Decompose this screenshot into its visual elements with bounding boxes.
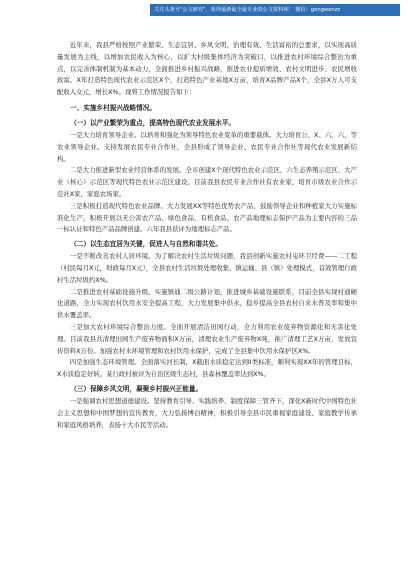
subsection-heading-2: （二）以生态宜居为关键，促进人与自然和谐共处。 xyxy=(70,240,222,249)
subsection-heading-3: （三）保障乡风文明，凝聚乡村振兴正能量。 xyxy=(70,384,203,393)
paragraph: 二是大力推进新型农业经营体系的发展。全市创建X个现代特色农业示范区，六生态养殖示范区、大产业（核心）示范区等现代特色农业示范区建设。目前我县农民专业合作社有农业家，培育市级农业合作示范社X家，家庭农场家。 xyxy=(57,166,357,198)
section-heading-1: 一、实施乡村振兴战略情况。 xyxy=(70,103,156,112)
promo-banner[interactable]: 关注头条号"公文研究"，获得最新最全最专业的公文资料库！ 微信：gongwenzz xyxy=(150,4,400,16)
paragraph: 一是强调农村思想道德建设。坚持教育引导、实践培养、制度保障三管齐下，深化X新时代中国特色社会主义思想和中国梦想的宣传教育，大力弘扬博白精神，积极引导全县市民重视家庭建设、家庭教学传承和家庭风格培养，表扬十大市民等活动。 xyxy=(57,396,357,429)
paragraph: 一是大力培育领导企业。以培育和强化为领导特色农业变革的重要载体。大力培育公、X、六、六、等农业领导企业。支持发展农民专业合作社，全县形成了领导企业、农民专业合作社等现代农业发展新结构。 xyxy=(57,130,357,163)
intro-paragraph: 近年来，我县严格按照产业繁荣、生态宜居、乡风文明、治理有效、生活富裕的总要求，以实现高质量发展为主线，以增加农民收入为核心，以扩大村级集体经济为突破口，以推进农村环境综合整治为重点，以完善体制机制为基本动力，全面推进乡村振兴战略，推进农业提质增效、农村文明进步、农民增收致富。X年打造特色现代农业示范区X个，打造特色产业基地X万亩，培育X品牌产品X个，全县X万人可支配收入女元，增长X%。现将工作情况报告如下： xyxy=(57,41,357,97)
paragraph: 一是不断改善农村人居环境。为了解决农村生活垃圾问题，我县创新实施农村屯环卫经费——二工程（村民每月X元，财政每月X元），全县农村生活垃圾处理收集、镇运输、县（镇）处理模式，首效管理行政村生活垃圾约X%。 xyxy=(57,252,357,284)
paragraph: 四是加强生态环境管理。全面落实河长制，X截面水质稳定达到II类标准，顺利实现XX年的管理目标，X水质稳定好转。某行政村被评为自治区级生态村，县森林覆盖率达到X%。 xyxy=(57,358,357,379)
paragraph: 三是积极打造现代特色农业品牌。大力发展XX等特色优势农产品，鼓励领导企业和种植家大力实施标准化生产，积极开展以无公害农产品、绿色食品、有机食品、农产品地理标志保护产品为主要内容的三品一标认证和特色产品品牌创建。六年我县获评为地理标志产品。 xyxy=(57,201,357,234)
paragraph: 三是加大农村环境综合整治力度。全面开展清洁田园行动，全力利用农业废弃物资源化和无害化处理。目前我县共清理田园生产废弃物面积X万亩，清理农业生产废弃物X吨，推广清理工艺X万亩，发放宣传资料X万份。加强农村水环境管理和农村饮用水保护，完成了全县集中饮用水保护区X%。 xyxy=(57,322,357,355)
paragraph: 二是推进农村基础设施升级。实施镇通二级公路计划，推进城乡基础设施联系，目前全县实现村通硬化道路，全力实现农村饮用水安全提高工程，大力发展集中供水，稳步提高全县农村自来水普及率和集中供水覆盖率。 xyxy=(57,287,357,320)
document-body xyxy=(57,40,357,431)
subsection-heading-1: （一）以产业繁荣为重点，提高特色现代农业发展水平。 xyxy=(70,118,236,127)
